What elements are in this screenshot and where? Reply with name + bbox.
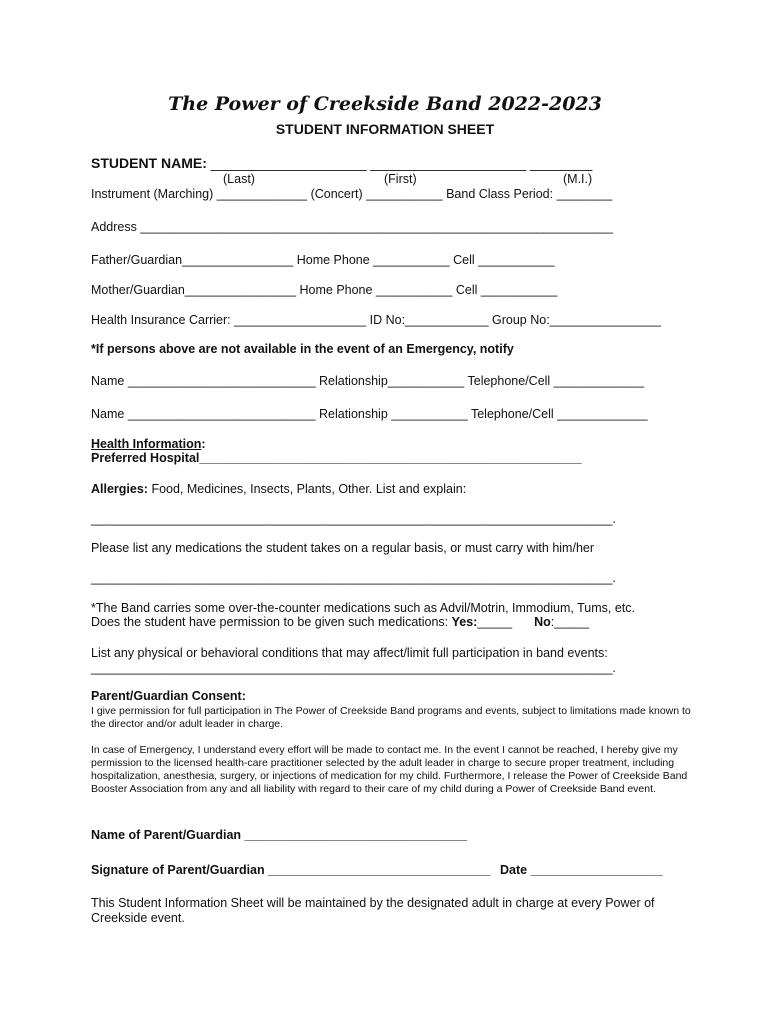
signature-date-line[interactable]: Date ___________________ xyxy=(500,863,663,877)
otc-yes-label: Yes: xyxy=(451,615,478,629)
student-name-row xyxy=(91,155,592,172)
signature-line[interactable]: Signature of Parent/Guardian ________________________________ xyxy=(91,863,491,877)
insurance-line[interactable]: Health Insurance Carrier: ___________________ ID No:____________ Group No:________________ xyxy=(91,313,661,327)
preferred-hospital-blank[interactable]: _______________________________________________________ xyxy=(199,451,582,465)
medications-prompt: Please list any medications the student takes on a regular basis, or must carry with him/her xyxy=(91,541,595,555)
health-info-colon: : xyxy=(201,437,206,451)
allergies-blank-line[interactable]: ___________________________________________________________________________. xyxy=(91,512,616,526)
mother-guardian-line[interactable]: Mother/Guardian________________ Home Phone ___________ Cell ___________ xyxy=(91,283,558,297)
otc-yes-blank[interactable]: _____ xyxy=(477,615,513,629)
parent-name-line[interactable]: Name of Parent/Guardian ________________________________ xyxy=(91,828,467,842)
otc-no-label: No xyxy=(534,615,551,629)
otc-permission-question: Does the student have permission to be given such medications: xyxy=(91,615,452,629)
footer-note: This Student Information Sheet will be maintained by the designated adult in charge at every Power of Creekside event. xyxy=(91,896,655,925)
emergency-heading: *If persons above are not available in the event of an Emergency, notify xyxy=(91,342,514,356)
conditions-blank-line[interactable]: ___________________________________________________________________________. xyxy=(91,661,616,675)
medications-blank-line[interactable]: ___________________________________________________________________________. xyxy=(91,571,616,585)
instrument-line[interactable]: Instrument (Marching) _____________ (Concert) ___________ Band Class Period: ________ xyxy=(91,187,613,201)
otc-notice: *The Band carries some over-the-counter medications such as Advil/Motrin, Immodium, Tums, etc. xyxy=(91,601,635,615)
emergency-contact-2[interactable]: Name ___________________________ Relationship ___________ Telephone/Cell _____________ xyxy=(91,407,648,421)
consent-heading: Parent/Guardian Consent: xyxy=(91,689,246,703)
preferred-hospital-label: Preferred Hospital xyxy=(91,451,200,465)
allergies-text: Food, Medicines, Insects, Plants, Other. List and explain: xyxy=(147,482,467,496)
father-guardian-line[interactable]: Father/Guardian________________ Home Phone ___________ Cell ___________ xyxy=(91,253,555,267)
student-name-label: STUDENT NAME: xyxy=(91,155,207,171)
allergies-row xyxy=(91,482,466,497)
middle-initial-caption: (M.I.) xyxy=(563,172,593,186)
health-info-label: Health Information xyxy=(91,437,202,451)
otc-permission-row xyxy=(91,615,589,630)
address-line[interactable]: Address ____________________________________________________________________ xyxy=(91,220,614,234)
consent-paragraph-2: In case of Emergency, I understand every effort will be made to contact me. In the event I cannot be reached, I hereby give my permission to the licensed health-care practitioner selected by the adult leader in charge to secure proper treatment, including hospitalization, anesthesia, surgery, or injections of medication for my child. Furthermore, I release the Power of Creekside Band Booster Association from any and all liability with regard to their care of my child during a Power of Creekside Band event. xyxy=(91,744,688,795)
allergies-label: Allergies: xyxy=(91,482,148,496)
student-name-blanks[interactable]: ____________________ ____________________ ________ xyxy=(210,155,593,171)
first-name-caption: (First) xyxy=(384,172,417,186)
last-name-caption: (Last) xyxy=(223,172,255,186)
health-info-heading xyxy=(91,437,206,452)
emergency-contact-1[interactable]: Name ___________________________ Relationship___________ Telephone/Cell _____________ xyxy=(91,374,645,388)
form-title: The Power of Creekside Band 2022-2023 xyxy=(168,93,602,115)
preferred-hospital-row xyxy=(91,451,582,466)
consent-paragraph-1: I give permission for full participation in The Power of Creekside Band programs and events, subject to limitations made known to the director and/or adult leader in charge. xyxy=(91,705,691,730)
form-subtitle: STUDENT INFORMATION SHEET xyxy=(275,121,495,137)
otc-no-blank[interactable]: :_____ xyxy=(550,615,590,629)
conditions-prompt: List any physical or behavioral conditions that may affect/limit full participation in band events: xyxy=(91,646,608,660)
